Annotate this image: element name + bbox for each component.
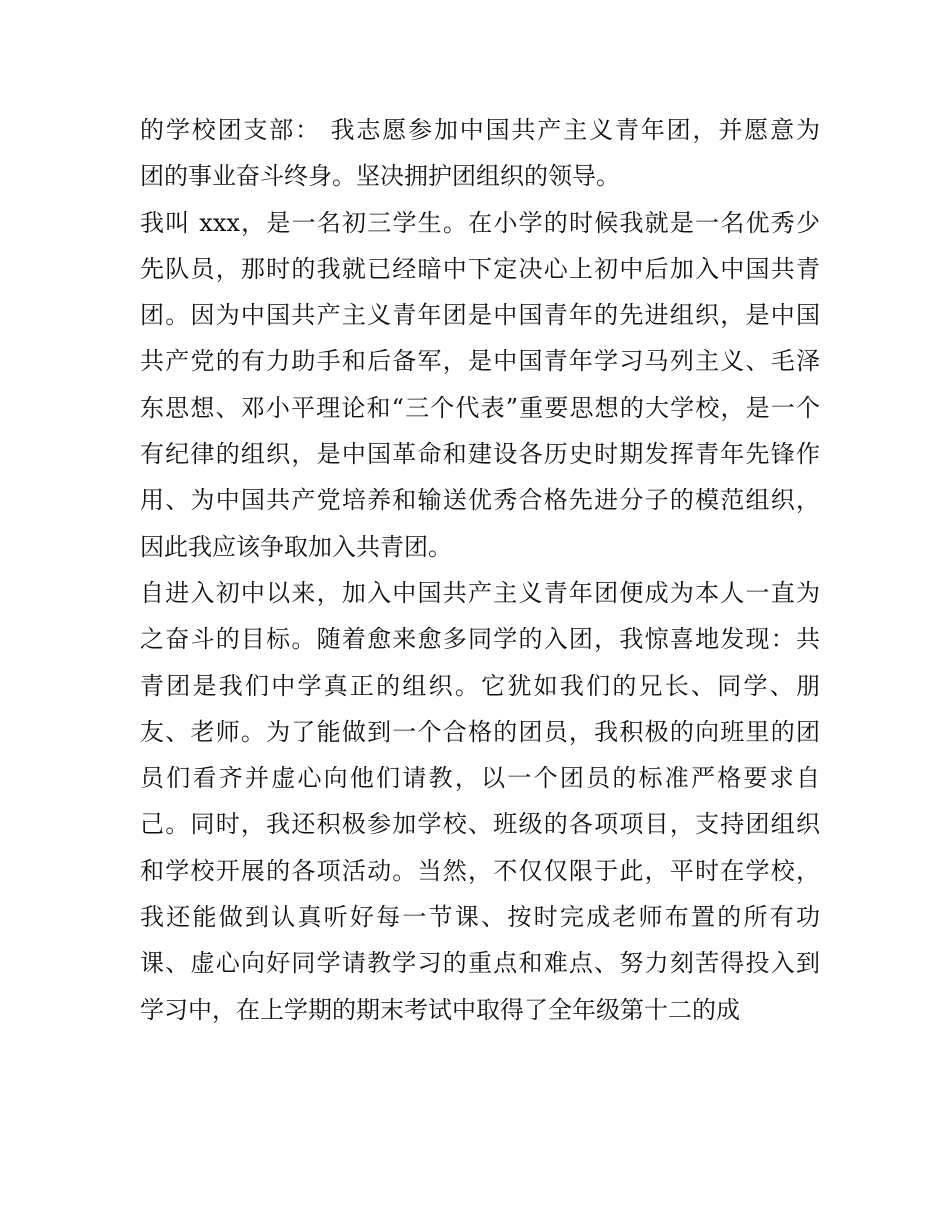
text-line: 团。因为中国共产主义青年团是中国青年的先进组织，是中国 bbox=[140, 301, 820, 330]
text-line: 共产党的有力助手和后备军，是中国青年学习马列主义、毛泽 bbox=[140, 347, 820, 376]
text-line: 我叫 xxx，是一名初三学生。在小学的时候我就是一名优秀少 bbox=[140, 208, 820, 237]
text-line: 友、老师。为了能做到一个合格的团员，我积极的向班里的团 bbox=[140, 717, 820, 746]
text-line: 我还能做到认真听好每一节课、按时完成老师布置的所有功 bbox=[140, 903, 820, 932]
text-line: 青团是我们中学真正的组织。它犹如我们的兄长、同学、朋 bbox=[140, 671, 820, 700]
text-line: 的学校团支部： 我志愿参加中国共产主义青年团，并愿意为 bbox=[140, 116, 820, 144]
text-line: 用、为中国共产党培养和输送优秀合格先进分子的模范组织， bbox=[140, 486, 820, 515]
text-line: 员们看齐并虚心向他们请教，以一个团员的标准严格要求自 bbox=[140, 764, 820, 793]
text-line: 先队员，那时的我就已经暗中下定决心上初中后加入中国共青 bbox=[140, 254, 820, 283]
text-line: 有纪律的组织，是中国革命和建设各历史时期发挥青年先锋作 bbox=[140, 440, 820, 469]
text-line: 己。同时，我还积极参加学校、班级的各项项目，支持团组织 bbox=[140, 810, 820, 839]
body-text bbox=[140, 107, 820, 1033]
text-line: 因此我应该争取加入共青团。 bbox=[140, 532, 452, 561]
text-line: 课、虚心向好同学请教学习的重点和难点、努力刻苦得投入到 bbox=[140, 949, 820, 978]
text-line: 东思想、邓小平理论和“三个代表”重要思想的大学校，是一个 bbox=[140, 393, 820, 422]
text-line: 学习中，在上学期的期末考试中取得了全年级第十二的成 bbox=[140, 995, 740, 1024]
text-line: 团的事业奋斗终身。坚决拥护团组织的领导。 bbox=[140, 162, 620, 191]
text-line: 和学校开展的各项活动。当然，不仅仅限于此，平时在学校， bbox=[140, 856, 820, 885]
text-line: 自进入初中以来，加入中国共产主义青年团便成为本人一直为 bbox=[140, 578, 820, 607]
text-line: 之奋斗的目标。随着愈来愈多同学的入团，我惊喜地发现：共 bbox=[140, 625, 820, 654]
